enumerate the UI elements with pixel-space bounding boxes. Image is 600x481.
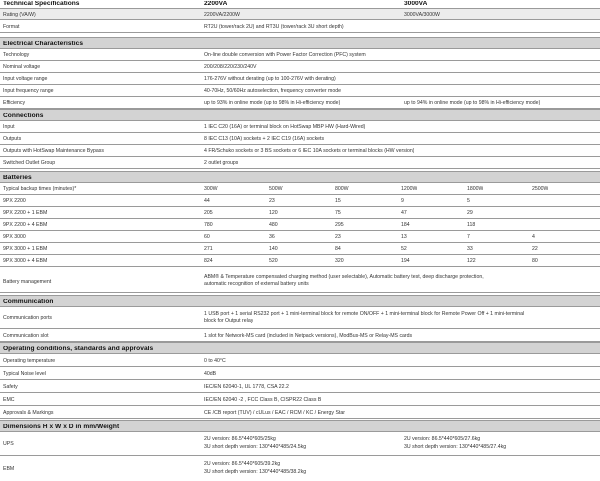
backup-value: 22 xyxy=(532,246,538,252)
backup-value: 60 xyxy=(204,234,210,240)
row-label: 9PX 2200 + 1 EBM xyxy=(3,210,48,216)
input-voltage-row xyxy=(0,73,600,85)
row-label: 9PX 3000 + 4 EBM xyxy=(3,258,48,264)
row-label: Input voltage range xyxy=(3,76,48,82)
section-title: Operating conditions, standards and approvals xyxy=(3,346,154,352)
row-value: 1 IEC C20 (16A) or terminal block on HotSwap MBP HW (Hard-Wired) xyxy=(204,124,366,130)
row-label: Input frequency range xyxy=(3,88,54,94)
backup-value: 780 xyxy=(204,222,213,228)
ebm-dimensions-row xyxy=(0,456,600,481)
row-label: EBM xyxy=(3,466,15,472)
load-header: 1200W xyxy=(401,186,418,192)
backup-value: 7 xyxy=(467,234,470,240)
communication-slot-row xyxy=(0,329,600,342)
row-label: EMC xyxy=(3,397,15,403)
safety-row xyxy=(0,380,600,393)
table-header-row xyxy=(0,0,600,9)
backup-value: 9 xyxy=(401,198,404,204)
row-label: Operating temperature xyxy=(3,358,56,364)
row-label: Safety xyxy=(3,384,18,390)
backup-value: 52 xyxy=(401,246,407,252)
row-label: 9PX 3000 + 1 EBM xyxy=(3,246,48,252)
communication-ports-row xyxy=(0,307,600,329)
backup-value: 118 xyxy=(467,222,476,228)
backup-value: 75 xyxy=(335,210,341,216)
table-row xyxy=(0,243,600,255)
emc-row xyxy=(0,393,600,406)
backup-value: 194 xyxy=(401,258,410,264)
row-label: 9PX 3000 xyxy=(3,234,26,240)
row-value: 176-276V without derating (up to 100-276V with derating) xyxy=(204,76,336,82)
load-header: 2500W xyxy=(532,186,549,192)
backup-value: 295 xyxy=(335,222,344,228)
backup-value: 120 xyxy=(269,210,278,216)
row-value: automatic recognition of external battery units xyxy=(204,281,309,287)
backup-value: 271 xyxy=(204,246,213,252)
header-3000va: 3000VA xyxy=(404,1,428,7)
backup-value: 4 xyxy=(532,234,535,240)
row-label: Input xyxy=(3,124,15,130)
row-value: On-line double conversion with Power Factor Correction (PFC) system xyxy=(204,52,366,58)
approvals-row xyxy=(0,406,600,419)
section-dimensions xyxy=(0,420,600,432)
outputs-bypass-row xyxy=(0,145,600,157)
row-value: 40-70Hz, 50/60Hz autoselection, frequency converter mode xyxy=(204,88,341,94)
format-label: Format xyxy=(3,24,20,30)
table-row xyxy=(0,231,600,243)
table-row xyxy=(0,195,600,207)
row-label: 9PX 2200 xyxy=(3,198,26,204)
operating-temperature-row xyxy=(0,354,600,367)
backup-value: 29 xyxy=(467,210,473,216)
ups-3000-2u: 2U version: 86.5*440*605/27.6kg xyxy=(404,436,481,442)
row-label: Approvals & Markings xyxy=(3,410,54,416)
input-row xyxy=(0,121,600,133)
ups-2200-3u: 3U short depth version: 130*440*485/24.5kg xyxy=(204,444,307,450)
section-title: Batteries xyxy=(3,175,32,181)
backup-value: 13 xyxy=(401,234,407,240)
row-value: 1 slot for Network-MS card (included in Netpack versions), ModBus-MS or Relay-MS cards xyxy=(204,333,413,339)
row-value: IEC/EN 62040-1, UL 1778, CSA 22.2 xyxy=(204,384,289,390)
backup-value: 44 xyxy=(204,198,210,204)
row-value: ABM® & Temperature compensated charging method (user selectable), Automatic battery test, deep discharge protection, xyxy=(204,274,484,280)
efficiency-3000: up to 94% in online mode (up to 98% in Hi-efficiency mode) xyxy=(404,100,541,106)
row-value: 8 IEC C13 (10A) sockets + 2 IEC C19 (16A) sockets xyxy=(204,136,325,142)
row-label: Technology xyxy=(3,52,30,58)
technology-row xyxy=(0,49,600,61)
header-label: Technical Specifications xyxy=(3,1,80,7)
backup-times-header-row xyxy=(0,183,600,195)
efficiency-row xyxy=(0,97,600,109)
ups-2200-2u: 2U version: 86.5*440*605/25kg xyxy=(204,436,276,442)
backup-value: 47 xyxy=(401,210,407,216)
ebm-3u: 3U short depth version: 130*440*485/38.2kg xyxy=(204,469,307,475)
input-frequency-row xyxy=(0,85,600,97)
row-value: 200/208/220/230/240V xyxy=(204,64,257,70)
row-label: 9PX 2200 + 4 EBM xyxy=(3,222,48,228)
row-label: Typical Noise level xyxy=(3,371,46,377)
row-label: Typical backup times (minutes)* xyxy=(3,186,77,192)
row-label: Switched Outlet Group xyxy=(3,160,56,166)
noise-level-row xyxy=(0,367,600,380)
outputs-row xyxy=(0,133,600,145)
backup-value: 23 xyxy=(269,198,275,204)
backup-value: 320 xyxy=(335,258,344,264)
section-title: Communication xyxy=(3,299,54,305)
table-row xyxy=(0,255,600,267)
backup-value: 205 xyxy=(204,210,213,216)
battery-management-row xyxy=(0,267,600,293)
backup-value: 520 xyxy=(269,258,278,264)
format-row xyxy=(0,20,600,33)
backup-value: 824 xyxy=(204,258,213,264)
rating-row xyxy=(0,9,600,20)
ups-3000-3u: 3U short depth version: 130*440*485/27.4kg xyxy=(404,444,507,450)
row-label: Communication ports xyxy=(3,315,53,321)
section-connections xyxy=(0,109,600,121)
backup-value: 184 xyxy=(401,222,410,228)
row-value: 2 outlet groups xyxy=(204,160,239,166)
backup-value: 480 xyxy=(269,222,278,228)
backup-value: 23 xyxy=(335,234,341,240)
ebm-2u: 2U version: 86.5*440*605/39.2kg xyxy=(204,461,281,467)
row-label: Efficiency xyxy=(3,100,26,106)
rating-2200: 2200VA/2200W xyxy=(204,12,240,18)
row-label: Communication slot xyxy=(3,333,49,339)
row-value: 4 FR/Schuko sockets or 3 BS sockets or 6 IEC 10A sockets or terminal blocks (HW version) xyxy=(204,148,415,154)
load-header: 300W xyxy=(204,186,218,192)
rating-label: Rating (VA/W) xyxy=(3,12,36,18)
backup-value: 33 xyxy=(467,246,473,252)
section-batteries xyxy=(0,171,600,183)
header-2200va: 2200VA xyxy=(204,1,228,7)
row-value: 1 USB port + 1 serial RS232 port + 1 mini-terminal block for remote ON/OFF + 1 mini-terminal block for Remote Power Off + 1 mini-terminal xyxy=(204,311,525,317)
row-value: block for Output relay xyxy=(204,318,254,324)
row-label: Battery management xyxy=(3,279,52,285)
load-header: 1800W xyxy=(467,186,484,192)
backup-value: 80 xyxy=(532,258,538,264)
row-label: Outputs with HotSwap Maintenance Bypass xyxy=(3,148,104,154)
section-operating xyxy=(0,342,600,354)
section-title: Connections xyxy=(3,113,44,119)
row-label: UPS xyxy=(3,441,14,447)
backup-value: 15 xyxy=(335,198,341,204)
table-row xyxy=(0,219,600,231)
row-label: Nominal voltage xyxy=(3,64,41,70)
row-label: Outputs xyxy=(3,136,22,142)
row-value: 40dB xyxy=(204,371,217,377)
backup-value: 36 xyxy=(269,234,275,240)
backup-value: 5 xyxy=(467,198,470,204)
nominal-voltage-row xyxy=(0,61,600,73)
section-communication xyxy=(0,295,600,307)
load-header: 500W xyxy=(269,186,283,192)
backup-value: 140 xyxy=(269,246,278,252)
row-value: IEC/EN 62040 -2 , FCC Class B, CISPR22 Class B xyxy=(204,397,322,403)
backup-value: 84 xyxy=(335,246,341,252)
efficiency-2200: up to 93% in online mode (up to 98% in Hi-efficiency mode) xyxy=(204,100,341,106)
rating-3000: 3000VA/3000W xyxy=(404,12,440,18)
switched-outlet-row xyxy=(0,157,600,169)
format-value: RT2U (tower/rack 2U) and RT3U (tower/rack 3U short depth) xyxy=(204,24,344,30)
table-row xyxy=(0,207,600,219)
load-header: 800W xyxy=(335,186,349,192)
section-title: Dimensions H x W x D in mm/Weight xyxy=(3,424,120,430)
backup-value: 122 xyxy=(467,258,476,264)
ups-dimensions-row xyxy=(0,432,600,456)
row-value: 0 to 40°C xyxy=(204,358,226,364)
row-value: CE /CB report (TUV) / cULus / EAC / RCM / KC / Energy Star xyxy=(204,410,345,416)
section-title: Electrical Characteristics xyxy=(3,41,84,47)
section-electrical xyxy=(0,37,600,49)
